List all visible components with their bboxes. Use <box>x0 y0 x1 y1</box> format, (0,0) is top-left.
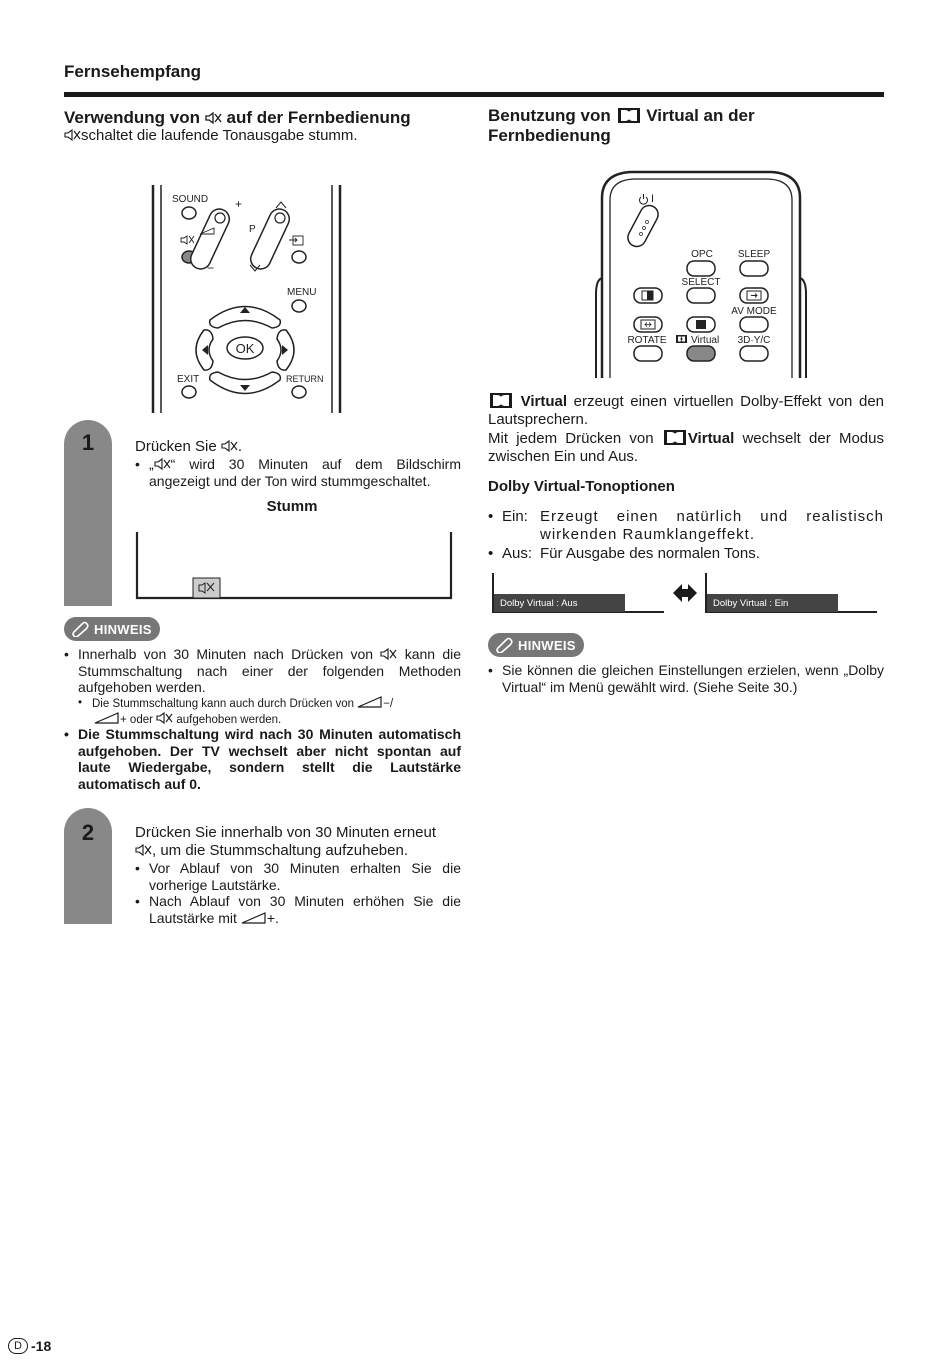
hinweis-1-bullet-1 <box>64 646 461 696</box>
text: −/ <box>383 698 394 710</box>
bullet-dot: • <box>488 508 494 525</box>
step-2-bullet-2 <box>135 893 461 926</box>
dolby-icon <box>664 430 686 445</box>
toggle-arrows-icon <box>672 582 698 604</box>
bullet-dot: • <box>78 697 83 709</box>
hinweis-badge <box>488 633 584 657</box>
menu-button[interactable] <box>292 300 306 312</box>
power-label: I <box>651 193 655 205</box>
mute-icon <box>380 647 397 661</box>
menu-label: MENU <box>287 287 317 298</box>
volume-icon <box>94 712 120 724</box>
hinweis-1-sub-text <box>92 696 393 727</box>
step-2-instruction <box>135 824 461 860</box>
sleep-label: SLEEP <box>737 249 771 260</box>
virtual-label: Virtual <box>691 335 720 346</box>
text: + <box>120 714 127 726</box>
step-2-bullet-1-text: Vor Ablauf von 30 Minuten erhalten Sie die vorherige Lautstärke. <box>149 860 461 893</box>
hinweis-1-text <box>78 646 461 696</box>
select-button[interactable] <box>687 288 715 303</box>
step-1-bullet-text <box>149 456 461 489</box>
bullet-dot: • <box>488 545 494 562</box>
section-header: Fernsehempfang <box>64 62 201 81</box>
mute-icon <box>154 457 171 471</box>
step-2-bullet-1 <box>135 860 461 893</box>
virtual-paragraph-2 <box>488 430 884 466</box>
power-icon <box>640 194 648 204</box>
heading-text: Fernbedienung <box>488 126 611 145</box>
vol-minus-label: − <box>207 261 215 275</box>
mute-icon <box>205 111 222 125</box>
remote-virtual-illustration <box>590 168 810 378</box>
rotate-label: ROTATE <box>627 335 667 346</box>
bullet-dot: • <box>135 456 140 472</box>
dolby-small-icon <box>696 320 706 329</box>
intro-text: schaltet die laufende Tonausgabe stumm. <box>81 127 358 144</box>
virtual-paragraph-1 <box>488 393 884 429</box>
step-1-instruction <box>135 438 461 456</box>
text: Innerhalb von 30 Minuten nach Drücken von <box>78 646 374 662</box>
virtual-bold: Virtual <box>520 393 568 410</box>
input-button[interactable] <box>292 251 306 263</box>
virtual-bold: Virtual <box>687 430 735 447</box>
volume-icon <box>357 696 383 708</box>
sleep-button[interactable] <box>740 261 768 276</box>
hinweis-1-bullet-2 <box>64 726 461 792</box>
option-text: Erzeugt einen natürlich und realistisch wirkenden Raumklangeffekt. <box>540 508 884 543</box>
three-d-button[interactable] <box>740 346 768 361</box>
heading-text: Virtual an der <box>646 106 755 125</box>
text: +. <box>266 909 279 926</box>
page-number <box>8 1338 51 1354</box>
mute-heading <box>64 108 464 128</box>
virtual-button[interactable] <box>687 346 715 361</box>
bullet-dot: • <box>64 646 69 662</box>
text: oder <box>129 714 153 726</box>
option-aus <box>488 545 884 563</box>
screen-title: Stumm <box>266 498 318 515</box>
text: Nach Ablauf von 30 Minuten erhöhen Sie die Lautstärke mit <box>149 893 461 926</box>
text: , um die Stummschaltung aufzuheben. <box>152 842 408 859</box>
sound-label: SOUND <box>172 194 209 205</box>
av-mode-label: AV MODE <box>731 306 777 317</box>
step-1-text-end: . <box>237 438 243 455</box>
mute-osd-icon <box>193 578 220 598</box>
text: aufgehoben werden. <box>176 714 282 726</box>
sound-button[interactable] <box>182 207 196 219</box>
osd-dolby-on: Dolby Virtual : Ein <box>707 594 838 612</box>
return-button[interactable] <box>292 386 306 398</box>
volume-icon <box>241 912 267 924</box>
bullet-text: “ wird 30 Minuten auf dem Bildschirm angezeigt und der Ton wird stummgeschaltet. <box>149 456 461 489</box>
option-label: Ein: <box>502 508 528 525</box>
virtual-heading <box>488 106 888 146</box>
step-1-bullet <box>135 456 461 489</box>
step-1-number: 1 <box>81 430 95 455</box>
hinweis-2-text: Sie können die gleichen Einstellungen erzielen, wenn „Dolby Virtual“ im Menü gewählt wird. (Siehe Seite 30.) <box>502 662 884 695</box>
step-2-bullet-2-text <box>149 893 461 926</box>
vol-plus-label: + <box>235 197 243 211</box>
header-rule <box>64 92 884 97</box>
remote-mute-illustration <box>150 185 345 415</box>
exit-label: EXIT <box>177 374 200 385</box>
text: Drücken Sie innerhalb von 30 Minuten erneut <box>135 824 437 841</box>
heading-text: auf der Fernbedienung <box>226 108 411 127</box>
bullet-dot: • <box>64 726 69 742</box>
osd-dolby-off: Dolby Virtual : Aus <box>494 594 625 612</box>
mute-intro <box>64 127 464 145</box>
hinweis-1-sub-bullet <box>78 696 461 727</box>
power-button[interactable] <box>625 202 662 249</box>
mute-screen-illustration <box>135 532 453 602</box>
option-text: Für Ausgabe des normalen Tons. <box>540 545 760 562</box>
option-label: Aus: <box>502 545 533 562</box>
mute-icon <box>156 711 173 725</box>
heading-text: Verwendung von <box>64 108 201 127</box>
opc-label: OPC <box>691 249 713 260</box>
paperclip-icon <box>70 621 90 637</box>
dolby-icon <box>618 108 640 123</box>
dolby-options-heading: Dolby Virtual-Tonoptionen <box>488 478 675 495</box>
av-mode-button[interactable] <box>740 317 768 332</box>
text: Die Stummschaltung kann auch durch Drücken von <box>92 698 355 710</box>
heading-text: Benutzung von <box>488 106 611 125</box>
text: kann die Stummschaltung nach einer der folgenden Methoden aufgehoben werden. <box>78 646 462 695</box>
bullet-dot: • <box>488 662 493 678</box>
hinweis-1-bold-text: Die Stummschaltung wird nach 30 Minuten automatisch aufgehoben. Der TV wechselt aber nicht spontan auf laute Wiedergabe, sondern stellt die Lautstärke automatisch auf 0. <box>78 726 461 792</box>
rotate-lower-button[interactable] <box>634 346 662 361</box>
exit-button[interactable] <box>182 386 196 398</box>
step-2-number: 2 <box>81 820 95 845</box>
mute-icon <box>221 439 238 453</box>
hinweis-badge <box>64 617 160 641</box>
hinweis-2-bullet <box>488 662 884 695</box>
hinweis-label: HINWEIS <box>518 637 576 653</box>
paperclip-icon <box>494 637 514 653</box>
option-ein <box>488 508 884 544</box>
text: Mit jedem Drücken von <box>488 430 654 447</box>
mute-icon <box>64 128 81 142</box>
ok-label: OK <box>235 341 255 356</box>
channel-up-icon <box>276 202 286 208</box>
p-label: P <box>249 224 256 235</box>
page-number-text: -18 <box>31 1338 52 1354</box>
return-label: RETURN <box>286 374 324 384</box>
dolby-icon <box>676 335 687 343</box>
select-label: SELECT <box>681 277 721 288</box>
opc-button[interactable] <box>687 261 715 276</box>
region-badge: D <box>8 1338 28 1354</box>
three-d-label: 3D·Y/C <box>737 335 771 346</box>
channel-rocker[interactable] <box>247 206 292 272</box>
hinweis-label: HINWEIS <box>94 621 152 637</box>
input-icon <box>289 236 303 245</box>
mute-icon <box>135 843 152 857</box>
mute-icon <box>181 236 194 244</box>
bullet-dot: • <box>135 860 140 876</box>
dolby-icon <box>490 393 512 408</box>
text: wechselt der Modus zwischen Ein und Aus. <box>488 430 884 465</box>
text: erzeugt einen virtuellen Dolby-Effekt von den Lautsprechern. <box>488 393 885 428</box>
bullet-dot: • <box>135 893 140 909</box>
step-1-text: Drücken Sie <box>135 438 217 455</box>
quote-open: „ <box>149 456 154 472</box>
